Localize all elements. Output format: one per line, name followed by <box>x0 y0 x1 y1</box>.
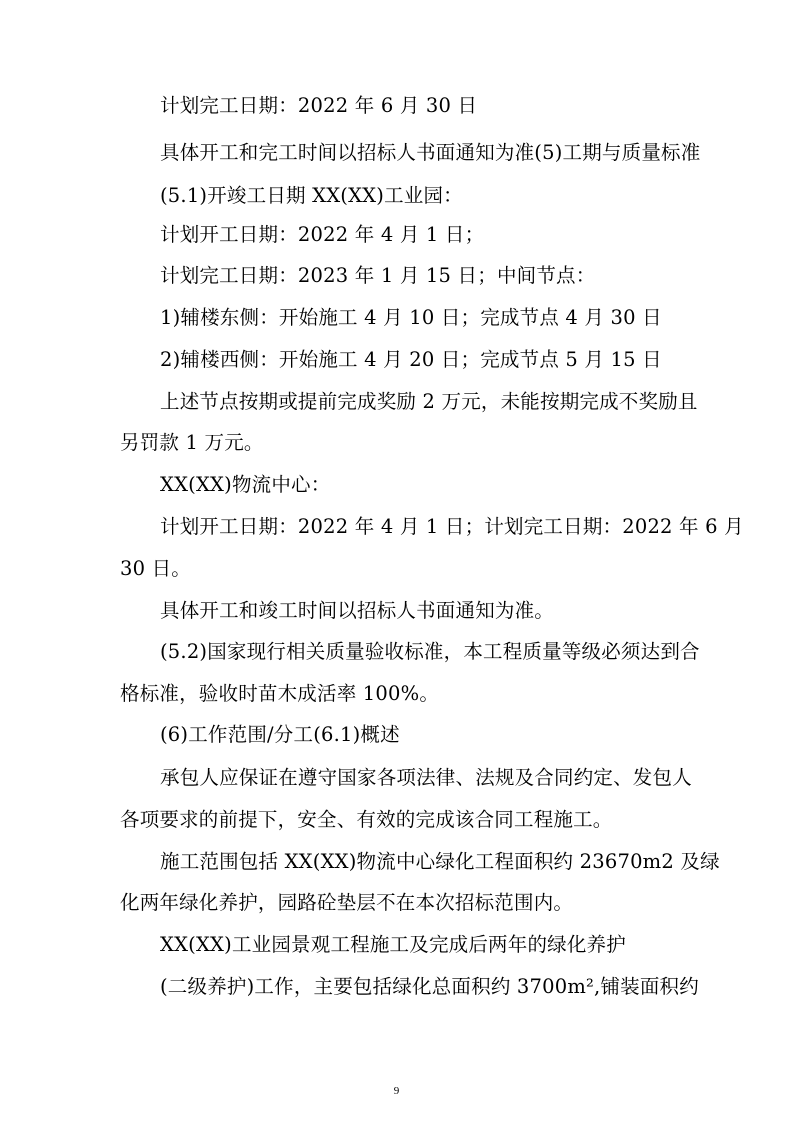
text-line: 1)辅楼东侧：开始施工 4 月 10 日；完成节点 4 月 30 日 <box>160 306 662 329</box>
text-line: (6)工作范围/分工(6.1)概述 <box>160 723 400 746</box>
text-line: 另罚款 1 万元。 <box>120 431 264 454</box>
text-line: 各项要求的前提下，安全、有效的完成该合同工程施工。 <box>120 808 613 831</box>
text-line: 30 日。 <box>120 557 192 580</box>
text-line: 具体开工和竣工时间以招标人书面通知为准。 <box>160 599 555 622</box>
text-line: 2)辅楼西侧：开始施工 4 月 20 日；完成节点 5 月 15 日 <box>160 348 662 371</box>
text-line: 格标准，验收时苗木成活率 100%。 <box>120 682 440 705</box>
text-line: XX(XX)工业园景观工程施工及完成后两年的绿化养护 <box>160 933 626 956</box>
text-line: (二级养护)工作，主要包括绿化总面积约 3700m²,铺装面积约 <box>160 975 699 998</box>
text-line: 计划完工日期：2022 年 6 月 30 日 <box>160 94 478 117</box>
text-line: (5.1)开竣工日期 XX(XX)工业园： <box>160 184 463 207</box>
text-line: 计划开工日期：2022 年 4 月 1 日；计划完工日期：2022 年 6 月 <box>160 515 744 538</box>
text-line: 上述节点按期或提前完成奖励 2 万元，未能按期完成不奖励且 <box>160 390 698 413</box>
text-line: 计划完工日期：2023 年 1 月 15 日；中间节点： <box>160 264 596 287</box>
text-line: XX(XX)物流中心： <box>160 473 331 496</box>
text-line: 承包人应保证在遵守国家各项法律、法规及合同约定、发包人 <box>160 766 692 789</box>
text-line: 具体开工和完工时间以招标人书面通知为准(5)工期与质量标准 <box>160 141 701 164</box>
text-line: 计划开工日期：2022 年 4 月 1 日； <box>160 223 485 246</box>
text-line: (5.2)国家现行相关质量验收标准，本工程质量等级必须达到合 <box>160 640 700 663</box>
page-number: 9 <box>393 1085 400 1097</box>
text-line: 化两年绿化养护，园路砼垫层不在本次招标范围内。 <box>120 891 574 914</box>
text-line: 施工范围包括 XX(XX)物流中心绿化工程面积约 23670m2 及绿 <box>160 850 720 873</box>
